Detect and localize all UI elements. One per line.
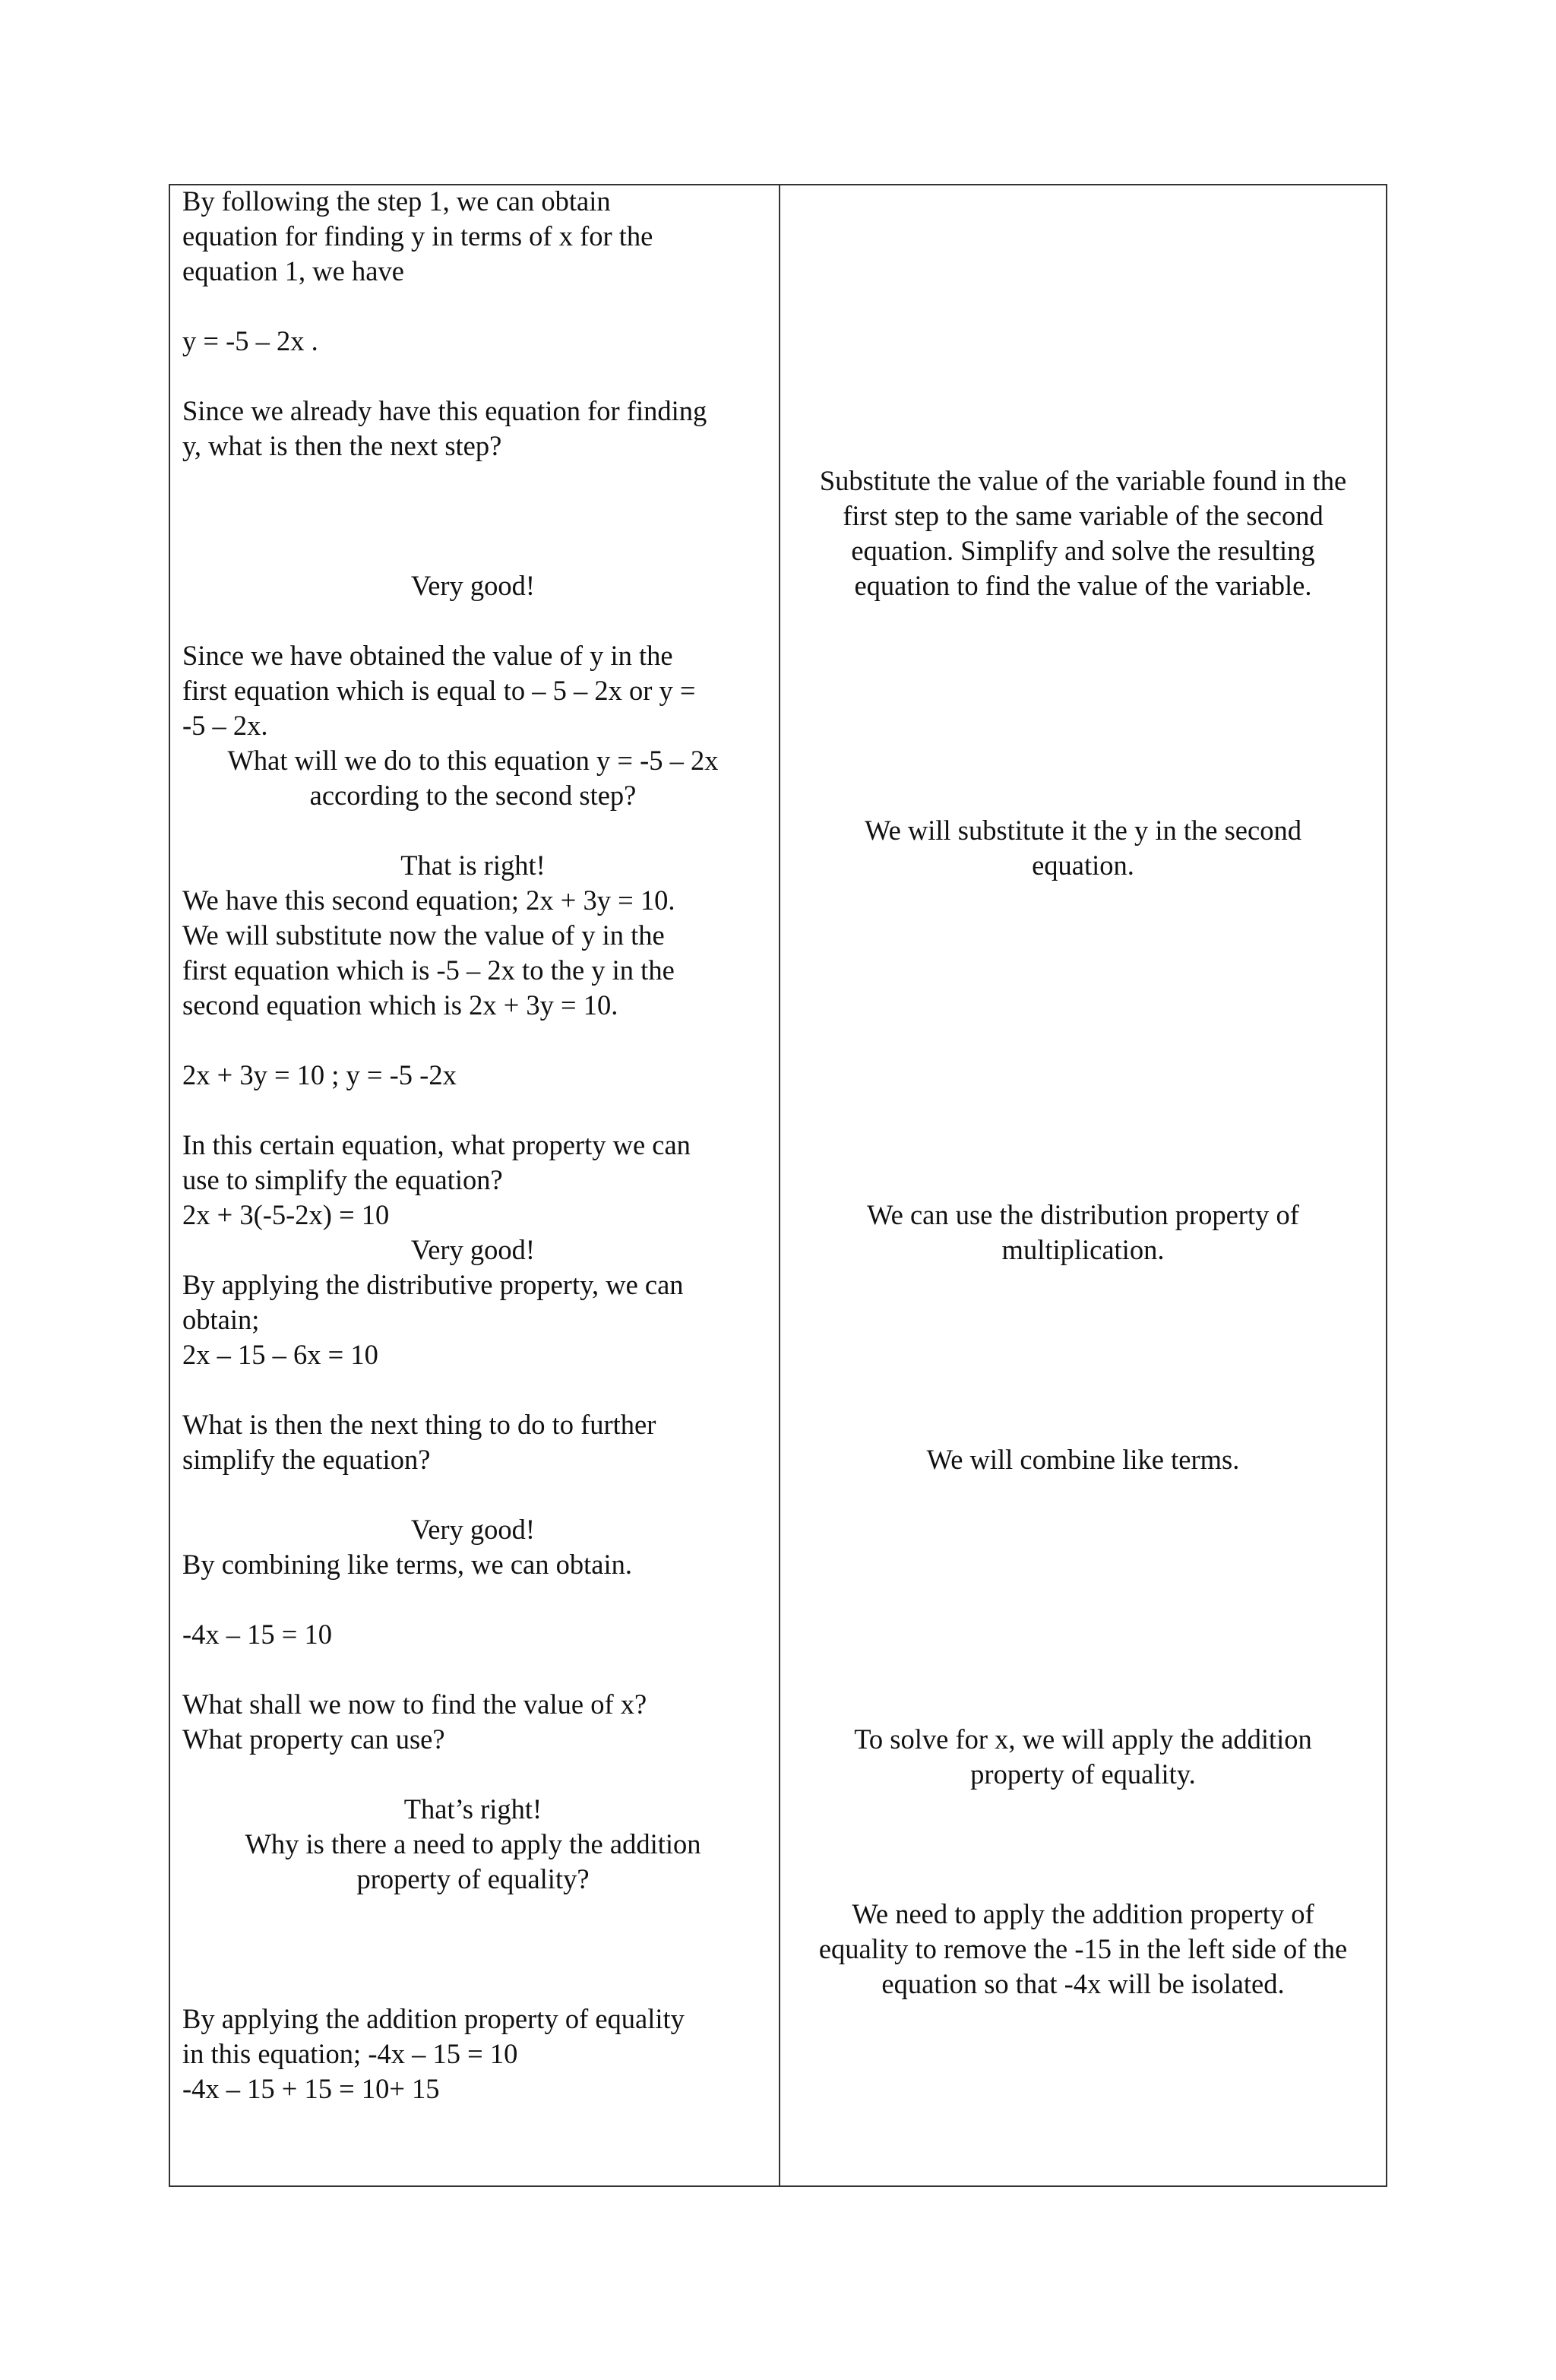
teacher-text-line: By combining like terms, we can obtain.: [182, 1549, 632, 1580]
student-text-line: equation to find the value of the variable.: [854, 570, 1312, 601]
teacher-text-line: Very good!: [410, 1234, 536, 1265]
student-text-line: equation so that -4x will be isolated.: [881, 1968, 1285, 1999]
student-text-line: first step to the same variable of the second: [843, 500, 1324, 531]
teacher-text-line: 2x + 3y = 10 ; y = -5 -2x: [182, 1059, 457, 1090]
teacher-text-line: Why is there a need to apply the addition: [245, 1828, 701, 1859]
teacher-text-line: Very good!: [410, 570, 536, 601]
student-text-line: We need to apply the addition property of: [852, 1898, 1314, 1929]
teacher-text-line: equation 1, we have: [182, 255, 404, 286]
teacher-text-line: simplify the equation?: [182, 1444, 431, 1475]
teacher-text-line: What will we do to this equation y = -5 – 2x: [227, 745, 719, 776]
student-text-line: multiplication.: [1001, 1234, 1165, 1265]
teacher-text-line: equation for finding y in terms of x for the: [182, 220, 653, 252]
teacher-text-line: 2x + 3(-5-2x) = 10: [182, 1199, 390, 1230]
teacher-text-line: 2x – 15 – 6x = 10: [182, 1339, 378, 1370]
teacher-text-line: use to simplify the equation?: [182, 1164, 503, 1195]
teacher-text-line: That’s right!: [403, 1793, 542, 1825]
teacher-text-line: We have this second equation; 2x + 3y = 10.: [182, 885, 675, 916]
teacher-text-line: Very good!: [410, 1514, 536, 1545]
teacher-text-line: We will substitute now the value of y in the: [182, 919, 665, 951]
student-text-line: property of equality.: [970, 1758, 1196, 1790]
student-text-line: We will substitute it the y in the second: [865, 815, 1301, 846]
teacher-text-line: Since we have obtained the value of y in the: [182, 640, 673, 671]
teacher-text-line: according to the second step?: [309, 780, 637, 811]
student-text-line: equation. Simplify and solve the resulting: [851, 535, 1315, 566]
teacher-text-line: property of equality?: [356, 1863, 590, 1894]
teacher-text-line: By following the step 1, we can obtain: [182, 185, 611, 217]
teacher-text-line: first equation which is equal to – 5 – 2x or y =: [182, 675, 696, 706]
teacher-text-line: That is right!: [400, 850, 546, 881]
teacher-text-line: -4x – 15 = 10: [182, 1619, 332, 1650]
student-text-line: We will combine like terms.: [926, 1444, 1240, 1475]
teacher-text-line: By applying the addition property of equality: [182, 2003, 685, 2034]
teacher-text-line: first equation which is -5 – 2x to the y in the: [182, 954, 675, 986]
teacher-text-line: y = -5 – 2x .: [182, 325, 318, 356]
student-text-line: Substitute the value of the variable found in the: [819, 465, 1347, 496]
student-text-line: equality to remove the -15 in the left side of the: [818, 1933, 1348, 1964]
student-text-line: To solve for x, we will apply the addition: [854, 1723, 1312, 1755]
teacher-text-line: obtain;: [182, 1304, 260, 1335]
teacher-text-line: in this equation; -4x – 15 = 10: [182, 2038, 518, 2069]
teacher-text-line: y, what is then the next step?: [182, 430, 502, 461]
teacher-text-line: second equation which is 2x + 3y = 10.: [182, 989, 618, 1021]
teacher-text-line: What is then the next thing to do to further: [182, 1409, 656, 1440]
teacher-text-line: What shall we now to find the value of x?: [182, 1688, 647, 1720]
teacher-text-line: In this certain equation, what property we can: [182, 1129, 691, 1160]
teacher-text-line: -5 – 2x.: [182, 710, 268, 741]
teacher-text-line: Since we already have this equation for finding: [182, 395, 707, 426]
teacher-text-line: By applying the distributive property, we can: [182, 1269, 684, 1300]
student-text-line: equation.: [1032, 850, 1134, 881]
teacher-text-line: What property can use?: [182, 1723, 445, 1755]
student-text-line: We can use the distribution property of: [867, 1199, 1299, 1230]
teacher-text-line: -4x – 15 + 15 = 10+ 15: [182, 2073, 440, 2104]
